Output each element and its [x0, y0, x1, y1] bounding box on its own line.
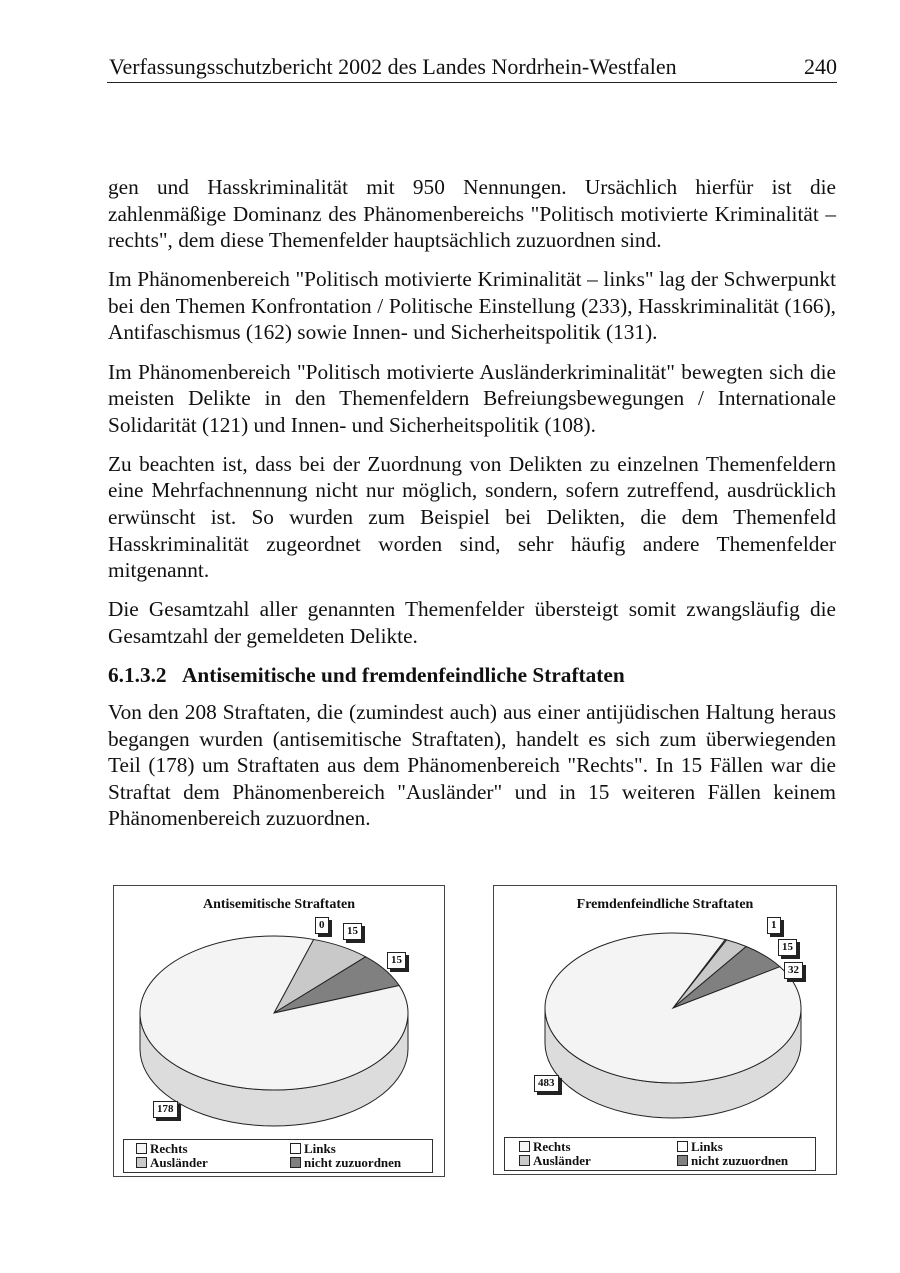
chart-fremdenfeindliche-straftaten: [493, 885, 837, 1175]
paragraph: Von den 208 Straftaten, die (zumindest auch) aus einer antijüdischen Haltung heraus begangen wurden (antisemitische Straftaten), handelt es sich zum überwiegenden Teil (178) um Straftaten aus dem Phänomenbereich "Rechts". In 15 Fällen war die Straftat dem Phänomenbereich "Ausländer" und in 15 weiteren Fällen keinem Phänomenbereich zuzuordnen.: [108, 700, 836, 831]
legend-item: [519, 1154, 591, 1168]
page-header: [107, 50, 837, 83]
legend-item: [290, 1142, 336, 1156]
legend-swatch: [519, 1155, 530, 1166]
legend-item: [136, 1142, 188, 1156]
paragraph: Im Phänomenbereich "Politisch motivierte Ausländerkriminalität" bewegten sich die meisten Delikte in den Themenfeldern Befreiungsbewegungen / Internationale Solidarität (121) und Innen- und Sicherheitspolitik (108).: [108, 359, 836, 437]
body-text: [108, 174, 836, 844]
legend-item: [519, 1140, 571, 1154]
header-title: Verfassungsschutzbericht 2002 des Landes Nordrhein-Westfalen: [109, 54, 677, 79]
legend-item: [677, 1140, 723, 1154]
chart-legend: [123, 1139, 433, 1173]
legend-swatch: [519, 1141, 530, 1152]
data-label: 483: [534, 1075, 559, 1092]
paragraph: Zu beachten ist, dass bei der Zuordnung von Delikten zu einzelnen Themenfeldern eine Mehrfachnennung nicht nur möglich, sondern, sofern zutreffend, ausdrücklich erwünscht ist. So wurden zum Beispiel bei Delikten, die dem Themenfeld Hasskriminalität zugeordnet worden sind, sehr häufig andere Themenfelder mitgenannt.: [108, 451, 836, 583]
legend-label: Rechts: [150, 1141, 188, 1156]
pie-chart-svg: [114, 886, 444, 1176]
legend-swatch: [677, 1141, 688, 1152]
section-title: Antisemitische und fremdenfeindliche Straftaten: [182, 663, 625, 687]
page-number: 240: [804, 54, 837, 79]
data-label: 1: [767, 917, 781, 934]
paragraph: Im Phänomenbereich "Politisch motivierte Kriminalität – links" lag der Schwerpunkt bei den Themen Konfrontation / Politische Einstellung (233), Hasskriminalität (166), Antifaschismus (162) sowie Innen- und Sicherheitspolitik (131).: [108, 267, 836, 345]
legend-swatch: [677, 1155, 688, 1166]
data-label: 15: [343, 923, 362, 940]
section-number: 6.1.3.2: [108, 663, 167, 687]
legend-label: Ausländer: [150, 1155, 208, 1170]
paragraph: Die Gesamtzahl aller genannten Themenfelder übersteigt somit zwangsläufig die Gesamtzahl der gemeldeten Delikte.: [108, 597, 836, 648]
chart-title: Antisemitische Straftaten: [202, 897, 356, 912]
chart-legend: [504, 1137, 816, 1171]
legend-label: Ausländer: [533, 1153, 591, 1168]
data-label: 32: [784, 962, 803, 979]
legend-label: Rechts: [533, 1139, 571, 1154]
legend-item: [677, 1154, 788, 1168]
legend-swatch: [290, 1157, 301, 1168]
legend-item: [136, 1156, 208, 1170]
section-heading: [108, 662, 836, 688]
data-label: 0: [315, 917, 329, 934]
data-label: 178: [153, 1101, 178, 1118]
legend-label: Links: [691, 1139, 723, 1154]
legend-swatch: [290, 1143, 301, 1154]
paragraph: gen und Hasskriminalität mit 950 Nennungen. Ursächlich hierfür ist die zahlenmäßige Dominanz des Phänomenbereichs "Politisch motivierte Kriminalität – rechts", dem diese Themenfelder hauptsächlich zuzuordnen sind.: [108, 175, 836, 253]
data-label: 15: [778, 939, 797, 956]
legend-swatch: [136, 1157, 147, 1168]
chart-title: Fremdenfeindliche Straftaten: [576, 897, 754, 912]
legend-label: Links: [304, 1141, 336, 1156]
legend-label: nicht zuzuordnen: [304, 1155, 402, 1170]
chart-antisemitische-straftaten: [113, 885, 445, 1177]
legend-label: nicht zuzuordnen: [691, 1153, 789, 1168]
data-label: 15: [387, 952, 406, 969]
legend-item: [290, 1156, 401, 1170]
legend-swatch: [136, 1143, 147, 1154]
pie-chart-svg: [494, 886, 836, 1174]
